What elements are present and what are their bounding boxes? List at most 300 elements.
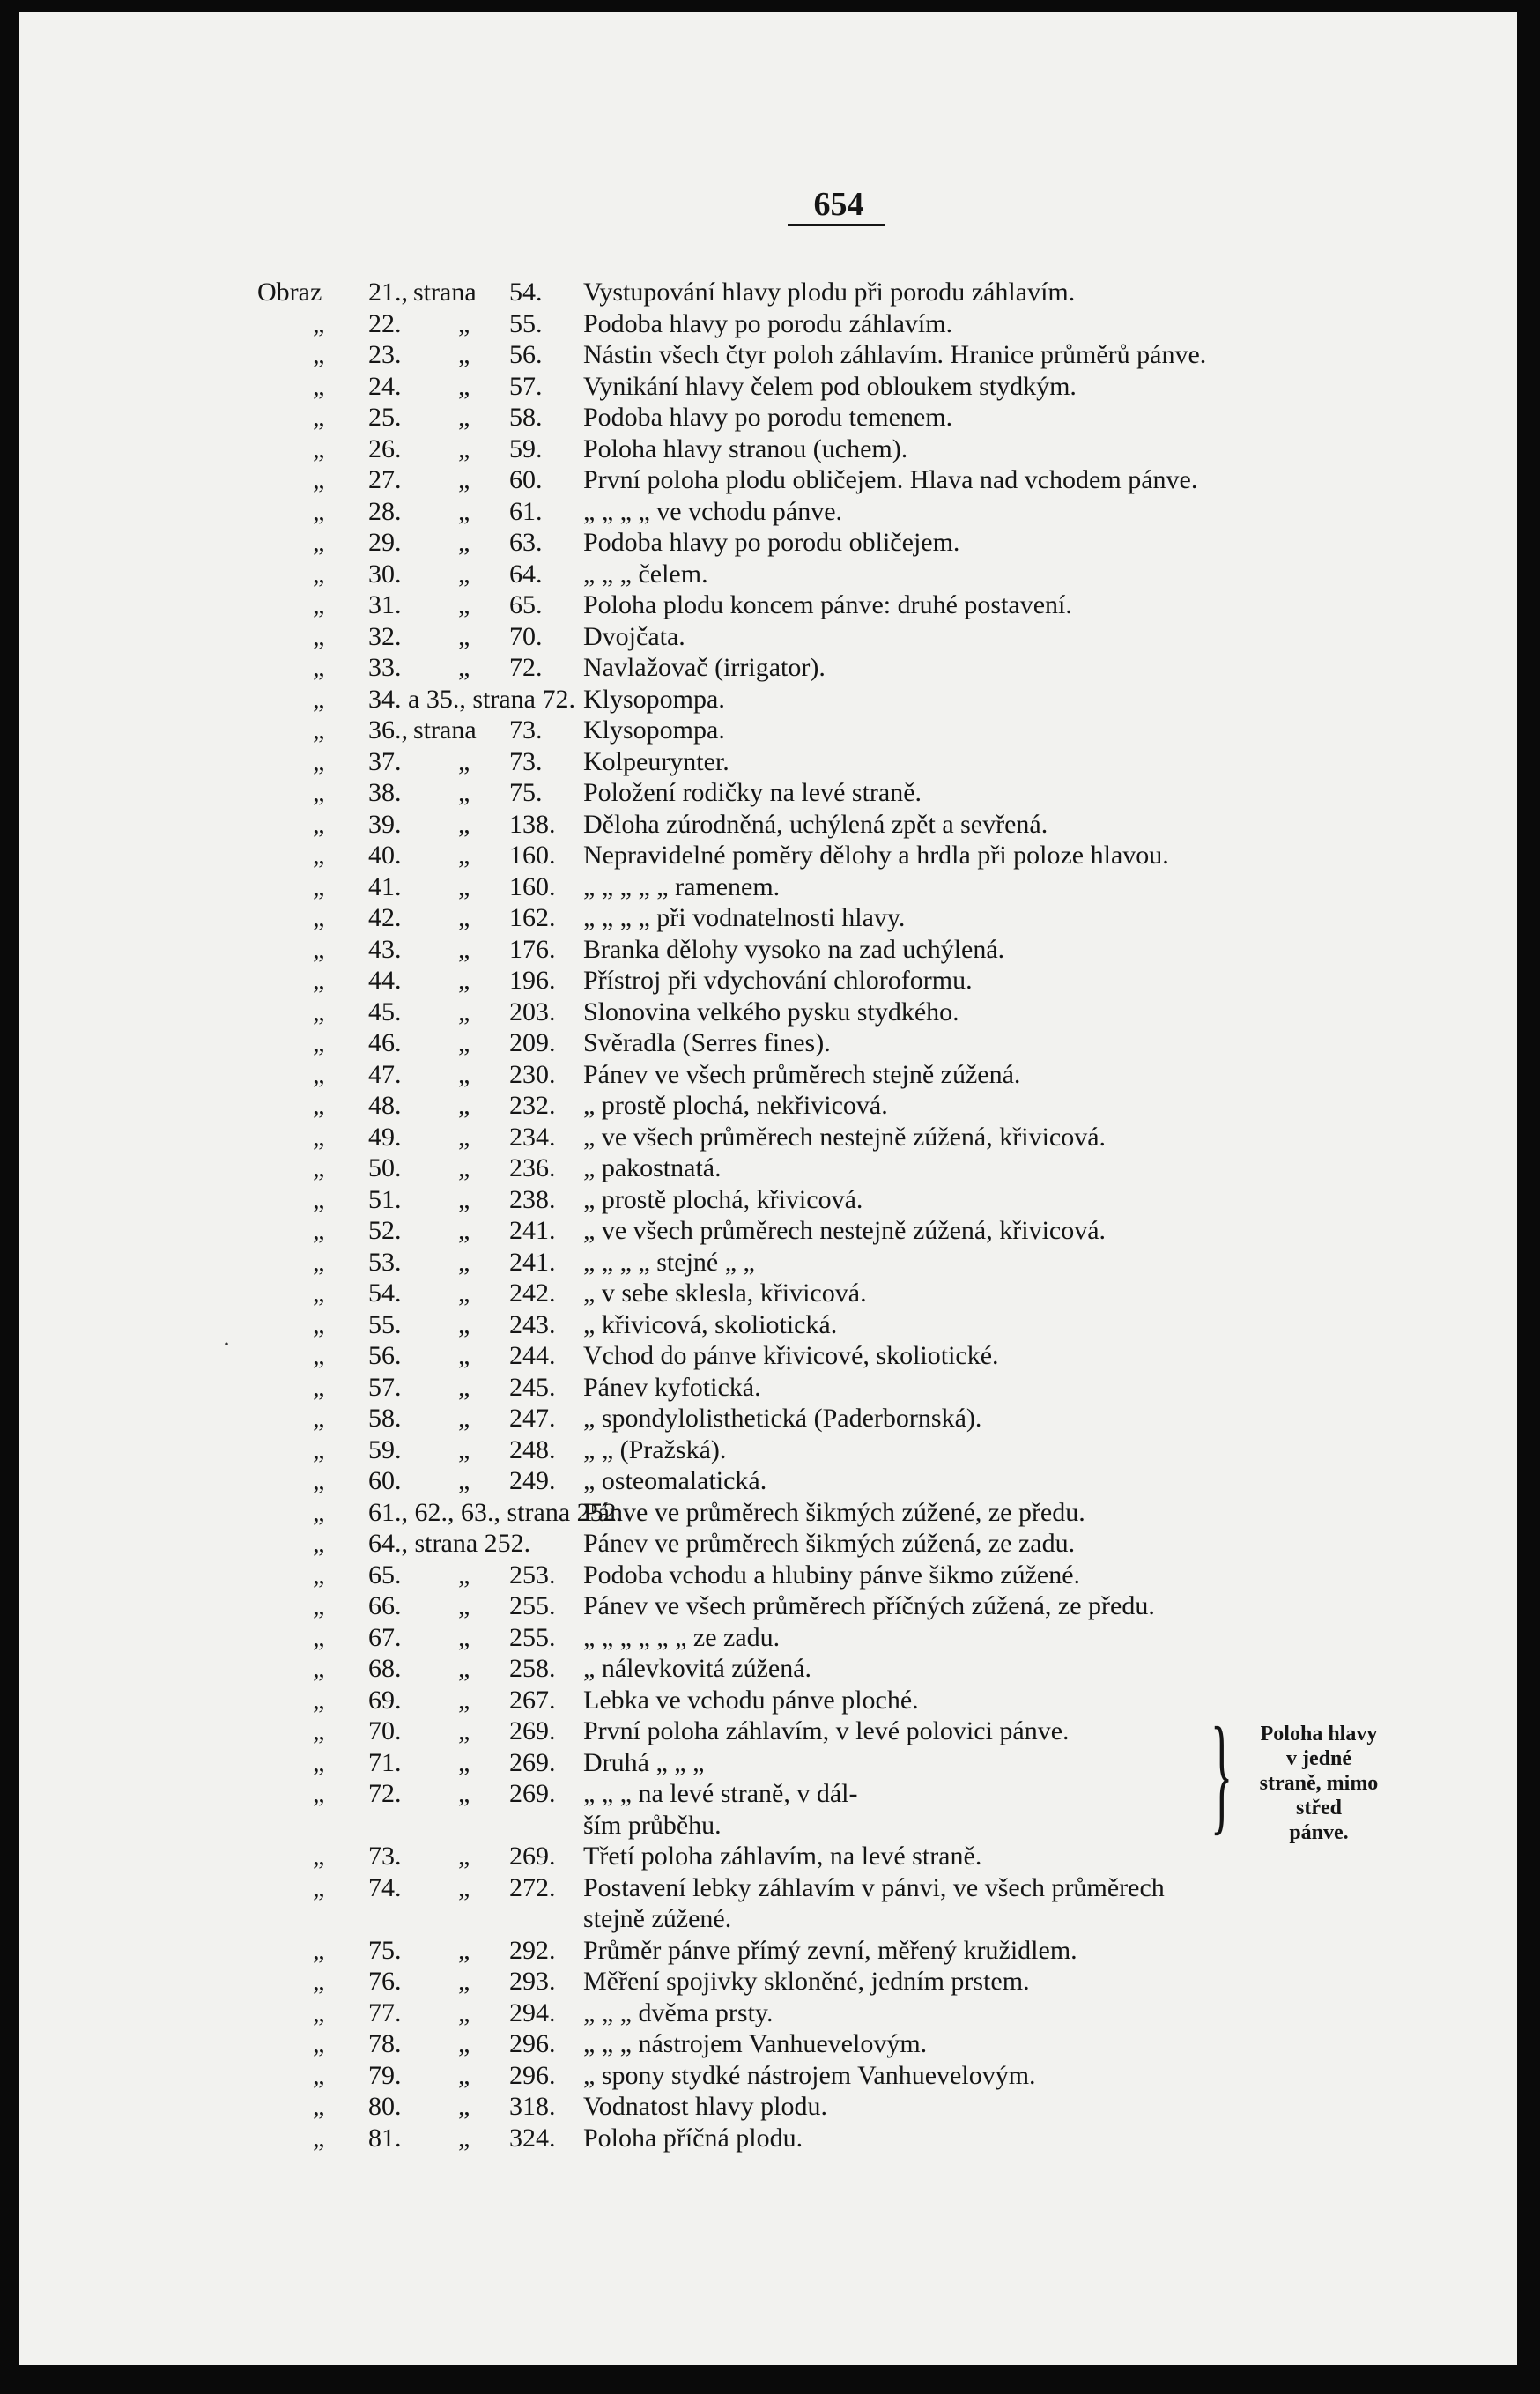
row-q1: „ — [313, 496, 325, 526]
row-desc: Pánve ve průměrech šikmých zúžené, ze předu. — [583, 1497, 1085, 1527]
index-row — [19, 1090, 1517, 1122]
index-row — [19, 1215, 1517, 1247]
row-desc: Podoba hlavy po porodu temenem. — [583, 403, 953, 432]
row-page: 241. — [509, 1216, 556, 1245]
row-fig: 21., — [368, 278, 408, 307]
row-fig: 69. — [368, 1685, 402, 1715]
index-row — [19, 1465, 1517, 1497]
row-page: 60. — [509, 465, 543, 494]
row-page: 269. — [509, 1716, 556, 1745]
row-page: 160. — [509, 841, 556, 870]
row-desc: Svěradla (Serres fines). — [583, 1028, 831, 1057]
row-q1: „ — [313, 1842, 325, 1871]
index-row — [19, 965, 1517, 997]
row-q1: „ — [313, 1779, 325, 1808]
row-strana: strana — [413, 278, 477, 307]
row-fig: 26. — [368, 434, 402, 463]
side-note-line: pánve. — [1289, 1821, 1349, 1844]
row-desc: Měření spojivky skloněné, jedním prstem. — [583, 1967, 1030, 1996]
row-q2: „ — [458, 1466, 470, 1495]
row-page: 58. — [509, 403, 543, 432]
row-q1: „ — [313, 2029, 325, 2058]
row-q1: „ — [313, 2060, 325, 2090]
row-q2: „ — [458, 308, 470, 338]
row-q2: „ — [458, 809, 470, 839]
row-page: 61. — [509, 496, 543, 526]
row-q2: „ — [458, 496, 470, 526]
row-desc: „ ve všech průměrech nestejně zúžená, křivicová. — [583, 1216, 1107, 1245]
row-fig: 42. — [368, 903, 402, 932]
row-fig: 24. — [368, 371, 402, 401]
index-row — [19, 840, 1517, 871]
row-page: 234. — [509, 1122, 556, 1152]
row-page: 247. — [509, 1404, 556, 1433]
index-row — [19, 1372, 1517, 1404]
index-row — [19, 746, 1517, 778]
row-desc: Navlažovač (irrigator). — [583, 653, 826, 682]
row-fig: 76. — [368, 1967, 402, 1996]
row-q2: „ — [458, 2092, 470, 2121]
row-desc: „ „ „ „ „ „ ze zadu. — [583, 1622, 781, 1652]
row-page: 63. — [509, 528, 543, 557]
row-q1: „ — [313, 434, 325, 463]
row-fig: 68. — [368, 1654, 402, 1683]
row-q1: „ — [313, 1434, 325, 1464]
row-q2: „ — [458, 934, 470, 964]
row-strana: strana — [413, 715, 477, 745]
row-q1: „ — [313, 1872, 325, 1902]
side-note — [1244, 1722, 1394, 1845]
row-fig: 34. a 35., strana 72. — [368, 684, 575, 714]
row-desc: První poloha záhlavím, v levé polovici pánve. — [583, 1716, 1070, 1745]
row-fig: 40. — [368, 841, 402, 870]
side-note-line: střed — [1296, 1797, 1342, 1820]
index-row — [19, 1966, 1517, 1997]
row-q1: „ — [313, 1122, 325, 1152]
row-desc: Děloha zúrodněná, uchýlená zpět a sevřená. — [583, 809, 1048, 839]
row-q1: „ — [313, 1372, 325, 1402]
row-fig: 58. — [368, 1404, 402, 1433]
row-fig: 38. — [368, 778, 402, 807]
index-row — [19, 1122, 1517, 1153]
row-q1: „ — [313, 1216, 325, 1245]
row-fig: 71. — [368, 1747, 402, 1777]
row-page: 245. — [509, 1372, 556, 1402]
row-q1: „ — [313, 1091, 325, 1120]
row-q1: „ — [313, 1529, 325, 1558]
side-note-line: v jedné — [1286, 1747, 1351, 1770]
row-page: 292. — [509, 1935, 556, 1965]
row-fig: 27. — [368, 465, 402, 494]
row-fig: 43. — [368, 934, 402, 964]
index-row — [19, 1560, 1517, 1591]
index-row — [19, 2060, 1517, 2092]
row-desc: „ „ „ „ „ ramenem. — [583, 871, 781, 901]
row-page: 176. — [509, 934, 556, 964]
row-q2: „ — [458, 1935, 470, 1965]
row-q2: „ — [458, 1184, 470, 1214]
row-desc: „ spony stydké nástrojem Vanhuevelovým. — [583, 2060, 1036, 2090]
row-desc: Kolpeurynter. — [583, 746, 729, 776]
row-fig: 81. — [368, 2123, 402, 2153]
row-obraz: Obraz — [257, 278, 322, 307]
index-row — [19, 902, 1517, 934]
row-page: 269. — [509, 1842, 556, 1871]
index-row — [19, 559, 1517, 590]
row-fig: 57. — [368, 1372, 402, 1402]
side-note-line: Poloha hlavy — [1260, 1723, 1378, 1745]
index-row — [19, 1622, 1517, 1654]
brace-right: } — [1211, 1701, 1233, 1847]
row-page: 241. — [509, 1247, 556, 1277]
row-fig: 64., strana 252. — [368, 1529, 531, 1558]
row-q1: „ — [313, 1466, 325, 1495]
index-row — [19, 1935, 1517, 1967]
index-row — [19, 1685, 1517, 1716]
row-page: 296. — [509, 2060, 556, 2090]
row-desc: Poloha hlavy stranou (uchem). — [583, 434, 908, 463]
row-q1: „ — [313, 1279, 325, 1308]
row-q2: „ — [458, 966, 470, 995]
row-desc: Vystupování hlavy plodu při porodu záhlavím. — [583, 278, 1076, 307]
row-q2: „ — [458, 1591, 470, 1620]
row-q1: „ — [313, 1341, 325, 1370]
row-q1: „ — [313, 621, 325, 651]
row-page: 57. — [509, 371, 543, 401]
row-desc: „ „ „ dvěma prsty. — [583, 1997, 774, 2027]
row-desc: „ „ „ „ při vodnatelnosti hlavy. — [583, 903, 906, 932]
row-q2: „ — [458, 2123, 470, 2153]
index-row — [19, 684, 1517, 715]
row-q2: „ — [458, 1247, 470, 1277]
row-q1: „ — [313, 715, 325, 745]
row-q1: „ — [313, 1247, 325, 1277]
row-desc: Nepravidelné poměry dělohy a hrdla při poloze hlavou. — [583, 841, 1169, 870]
row-fig: 29. — [368, 528, 402, 557]
row-page: 294. — [509, 1997, 556, 2027]
row-desc: „ prostě plochá, křivicová. — [583, 1184, 863, 1214]
row-q1: „ — [313, 778, 325, 807]
row-q2: „ — [458, 1122, 470, 1152]
row-fig: 30. — [368, 559, 402, 589]
row-q2: „ — [458, 1404, 470, 1433]
row-desc: Postavení lebky záhlavím v pánvi, ve všech průměrech — [583, 1872, 1165, 1902]
row-desc: „ „ „ na levé straně, v dál- — [583, 1779, 858, 1808]
row-fig: 51. — [368, 1184, 402, 1214]
row-fig: 46. — [368, 1028, 402, 1057]
index-row — [19, 1653, 1517, 1685]
row-desc: stejně zúžené. — [583, 1904, 732, 1933]
row-fig: 48. — [368, 1091, 402, 1120]
row-q1: „ — [313, 1404, 325, 1433]
row-q2: „ — [458, 2029, 470, 2058]
index-row — [19, 871, 1517, 903]
row-fig: 54. — [368, 1279, 402, 1308]
index-row — [19, 371, 1517, 403]
row-fig: 77. — [368, 1997, 402, 2027]
row-q1: „ — [313, 1935, 325, 1965]
row-q1: „ — [313, 809, 325, 839]
index-row — [19, 652, 1517, 684]
row-q2: „ — [458, 653, 470, 682]
row-q1: „ — [313, 1997, 325, 2027]
row-q1: „ — [313, 841, 325, 870]
index-row — [19, 1309, 1517, 1341]
row-desc: „ osteomalatická. — [583, 1466, 767, 1495]
row-fig: 37. — [368, 746, 402, 776]
row-q2: „ — [458, 1059, 470, 1089]
row-q1: „ — [313, 1497, 325, 1527]
index-row — [19, 464, 1517, 496]
row-desc: Pánev ve všech průměrech příčných zúžená, ze předu. — [583, 1591, 1155, 1620]
row-fig: 70. — [368, 1716, 402, 1745]
row-q1: „ — [313, 1747, 325, 1777]
row-q1: „ — [313, 1184, 325, 1214]
row-page: 249. — [509, 1466, 556, 1495]
row-q2: „ — [458, 340, 470, 369]
row-fig: 44. — [368, 966, 402, 995]
row-q1: „ — [313, 1685, 325, 1715]
row-q2: „ — [458, 1279, 470, 1308]
row-desc: Vynikání hlavy čelem pod obloukem stydkým. — [583, 371, 1077, 401]
row-page: 232. — [509, 1091, 556, 1120]
row-q2: „ — [458, 1216, 470, 1245]
row-q2: „ — [458, 1309, 470, 1339]
row-fig: 75. — [368, 1935, 402, 1965]
row-desc: Podoba hlavy po porodu záhlavím. — [583, 308, 953, 338]
row-q2: „ — [458, 903, 470, 932]
row-page: 55. — [509, 308, 543, 338]
row-page: 269. — [509, 1779, 556, 1808]
row-fig: 59. — [368, 1434, 402, 1464]
row-fig: 72. — [368, 1779, 402, 1808]
row-q1: „ — [313, 559, 325, 589]
index-row — [19, 2091, 1517, 2123]
row-q2: „ — [458, 841, 470, 870]
row-fig: 61., 62., 63., strana 252. — [368, 1497, 624, 1527]
index-row — [19, 277, 1517, 308]
document-page — [19, 12, 1517, 2365]
row-page: 258. — [509, 1654, 556, 1683]
row-fig: 31. — [368, 590, 402, 619]
index-row — [19, 1590, 1517, 1622]
index-row — [19, 434, 1517, 465]
row-desc: První poloha plodu obličejem. Hlava nad vchodem pánve. — [583, 465, 1198, 494]
row-desc: Třetí poloha záhlavím, na levé straně. — [583, 1842, 982, 1871]
page-number-underline — [788, 224, 885, 226]
row-q1: „ — [313, 1560, 325, 1590]
row-fig: 45. — [368, 997, 402, 1027]
index-row — [19, 1278, 1517, 1309]
row-desc: Poloha příčná plodu. — [583, 2123, 803, 2153]
row-q2: „ — [458, 1372, 470, 1402]
row-desc: Nástin všech čtyr poloh záhlavím. Hranice průměrů pánve. — [583, 340, 1207, 369]
row-page: 236. — [509, 1153, 556, 1182]
row-q1: „ — [313, 653, 325, 682]
index-row — [19, 997, 1517, 1028]
row-q1: „ — [313, 1059, 325, 1089]
row-q2: „ — [458, 1560, 470, 1590]
row-q2: „ — [458, 1997, 470, 2027]
row-page: 244. — [509, 1341, 556, 1370]
row-page: 65. — [509, 590, 543, 619]
index-row — [19, 1872, 1517, 1904]
row-fig: 53. — [368, 1247, 402, 1277]
index-row — [19, 527, 1517, 559]
row-q2: „ — [458, 1153, 470, 1182]
index-row — [19, 1841, 1517, 1872]
row-fig: 65. — [368, 1560, 402, 1590]
row-page: 196. — [509, 966, 556, 995]
row-desc: „ prostě plochá, nekřivicová. — [583, 1091, 888, 1120]
row-q1: „ — [313, 2092, 325, 2121]
row-desc: „ „ „ „ stejné „ „ — [583, 1247, 755, 1277]
index-row — [19, 715, 1517, 746]
row-q1: „ — [313, 746, 325, 776]
row-desc: „ v sebe sklesla, křivicová. — [583, 1279, 867, 1308]
row-page: 54. — [509, 278, 543, 307]
row-q1: „ — [313, 1622, 325, 1652]
index-row — [19, 1153, 1517, 1184]
row-page: 138. — [509, 809, 556, 839]
index-row — [19, 496, 1517, 528]
row-desc: „ křivicová, skoliotická. — [583, 1309, 838, 1339]
row-q1: „ — [313, 340, 325, 369]
index-row — [19, 2123, 1517, 2154]
row-desc: „ „ „ nástrojem Vanhuevelovým. — [583, 2029, 928, 2058]
index-row — [19, 621, 1517, 653]
row-q2: „ — [458, 465, 470, 494]
index-row — [19, 2028, 1517, 2060]
row-fig: 73. — [368, 1842, 402, 1871]
row-desc: Pánev kyfotická. — [583, 1372, 761, 1402]
row-q2: „ — [458, 1842, 470, 1871]
row-fig: 80. — [368, 2092, 402, 2121]
row-fig: 56. — [368, 1341, 402, 1370]
row-fig: 79. — [368, 2060, 402, 2090]
row-desc: Klysopompa. — [583, 715, 725, 745]
row-q2: „ — [458, 559, 470, 589]
row-q1: „ — [313, 684, 325, 714]
row-page: 203. — [509, 997, 556, 1027]
index-row — [19, 809, 1517, 841]
index-row — [19, 777, 1517, 809]
row-page: 296. — [509, 2029, 556, 2058]
row-page: 243. — [509, 1309, 556, 1339]
row-desc: Přístroj při vdychování chloroformu. — [583, 966, 973, 995]
row-q2: „ — [458, 434, 470, 463]
row-page: 255. — [509, 1622, 556, 1652]
row-fig: 49. — [368, 1122, 402, 1152]
row-page: 318. — [509, 2092, 556, 2121]
row-fig: 74. — [368, 1872, 402, 1902]
row-page: 267. — [509, 1685, 556, 1715]
index-row — [19, 1027, 1517, 1059]
row-page: 64. — [509, 559, 543, 589]
index-row — [19, 308, 1517, 340]
row-q1: „ — [313, 871, 325, 901]
row-desc: Pánev ve průměrech šikmých zúžená, ze zadu. — [583, 1529, 1076, 1558]
row-q1: „ — [313, 903, 325, 932]
row-desc: Vchod do pánve křivicové, skoliotické. — [583, 1341, 999, 1370]
row-q2: „ — [458, 1434, 470, 1464]
row-desc: Dvojčata. — [583, 621, 685, 651]
row-q1: „ — [313, 465, 325, 494]
index-row — [19, 1340, 1517, 1372]
row-q2: „ — [458, 1779, 470, 1808]
row-q1: „ — [313, 308, 325, 338]
index-row — [19, 1403, 1517, 1434]
row-page: 255. — [509, 1591, 556, 1620]
row-q1: „ — [313, 528, 325, 557]
row-page: 160. — [509, 871, 556, 901]
row-q2: „ — [458, 1654, 470, 1683]
index-row — [19, 1434, 1517, 1466]
row-q2: „ — [458, 528, 470, 557]
row-q1: „ — [313, 403, 325, 432]
row-q2: „ — [458, 403, 470, 432]
row-q2: „ — [458, 2060, 470, 2090]
row-desc: Branka dělohy vysoko na zad uchýlená. — [583, 934, 1005, 964]
row-fig: 52. — [368, 1216, 402, 1245]
row-page: 253. — [509, 1560, 556, 1590]
index-row — [19, 1997, 1517, 2029]
page-number: 654 — [813, 186, 864, 223]
row-q1: „ — [313, 371, 325, 401]
row-q2: „ — [458, 746, 470, 776]
row-q2: „ — [458, 621, 470, 651]
row-q1: „ — [313, 1028, 325, 1057]
row-q1: „ — [313, 1309, 325, 1339]
row-q1: „ — [313, 1716, 325, 1745]
row-fig: 22. — [368, 308, 402, 338]
index-row — [19, 1903, 1517, 1935]
row-desc: Podoba hlavy po porodu obličejem. — [583, 528, 960, 557]
row-q1: „ — [313, 1967, 325, 1996]
row-page: 238. — [509, 1184, 556, 1214]
row-desc: „ nálevkovitá zúžená. — [583, 1654, 812, 1683]
row-q2: „ — [458, 1028, 470, 1057]
row-page: 162. — [509, 903, 556, 932]
row-fig: 41. — [368, 871, 402, 901]
row-q1: „ — [313, 2123, 325, 2153]
row-desc: Položení rodičky na levé straně. — [583, 778, 922, 807]
row-fig: 78. — [368, 2029, 402, 2058]
index-row — [19, 402, 1517, 434]
row-q1: „ — [313, 997, 325, 1027]
row-page: 70. — [509, 621, 543, 651]
row-page: 242. — [509, 1279, 556, 1308]
row-q2: „ — [458, 778, 470, 807]
row-page: 73. — [509, 715, 543, 745]
row-page: 72. — [509, 653, 543, 682]
row-fig: 39. — [368, 809, 402, 839]
row-fig: 28. — [368, 496, 402, 526]
stray-mark: · — [222, 1330, 231, 1359]
row-q2: „ — [458, 1716, 470, 1745]
row-desc: „ pakostnatá. — [583, 1153, 722, 1182]
row-page: 272. — [509, 1872, 556, 1902]
row-page: 324. — [509, 2123, 556, 2153]
row-q2: „ — [458, 1622, 470, 1652]
row-fig: 60. — [368, 1466, 402, 1495]
row-q2: „ — [458, 1341, 470, 1370]
index-row — [19, 339, 1517, 371]
row-fig: 25. — [368, 403, 402, 432]
index-row — [19, 1247, 1517, 1279]
row-fig: 47. — [368, 1059, 402, 1089]
row-desc: Pánev ve všech průměrech stejně zúžená. — [583, 1059, 1021, 1089]
